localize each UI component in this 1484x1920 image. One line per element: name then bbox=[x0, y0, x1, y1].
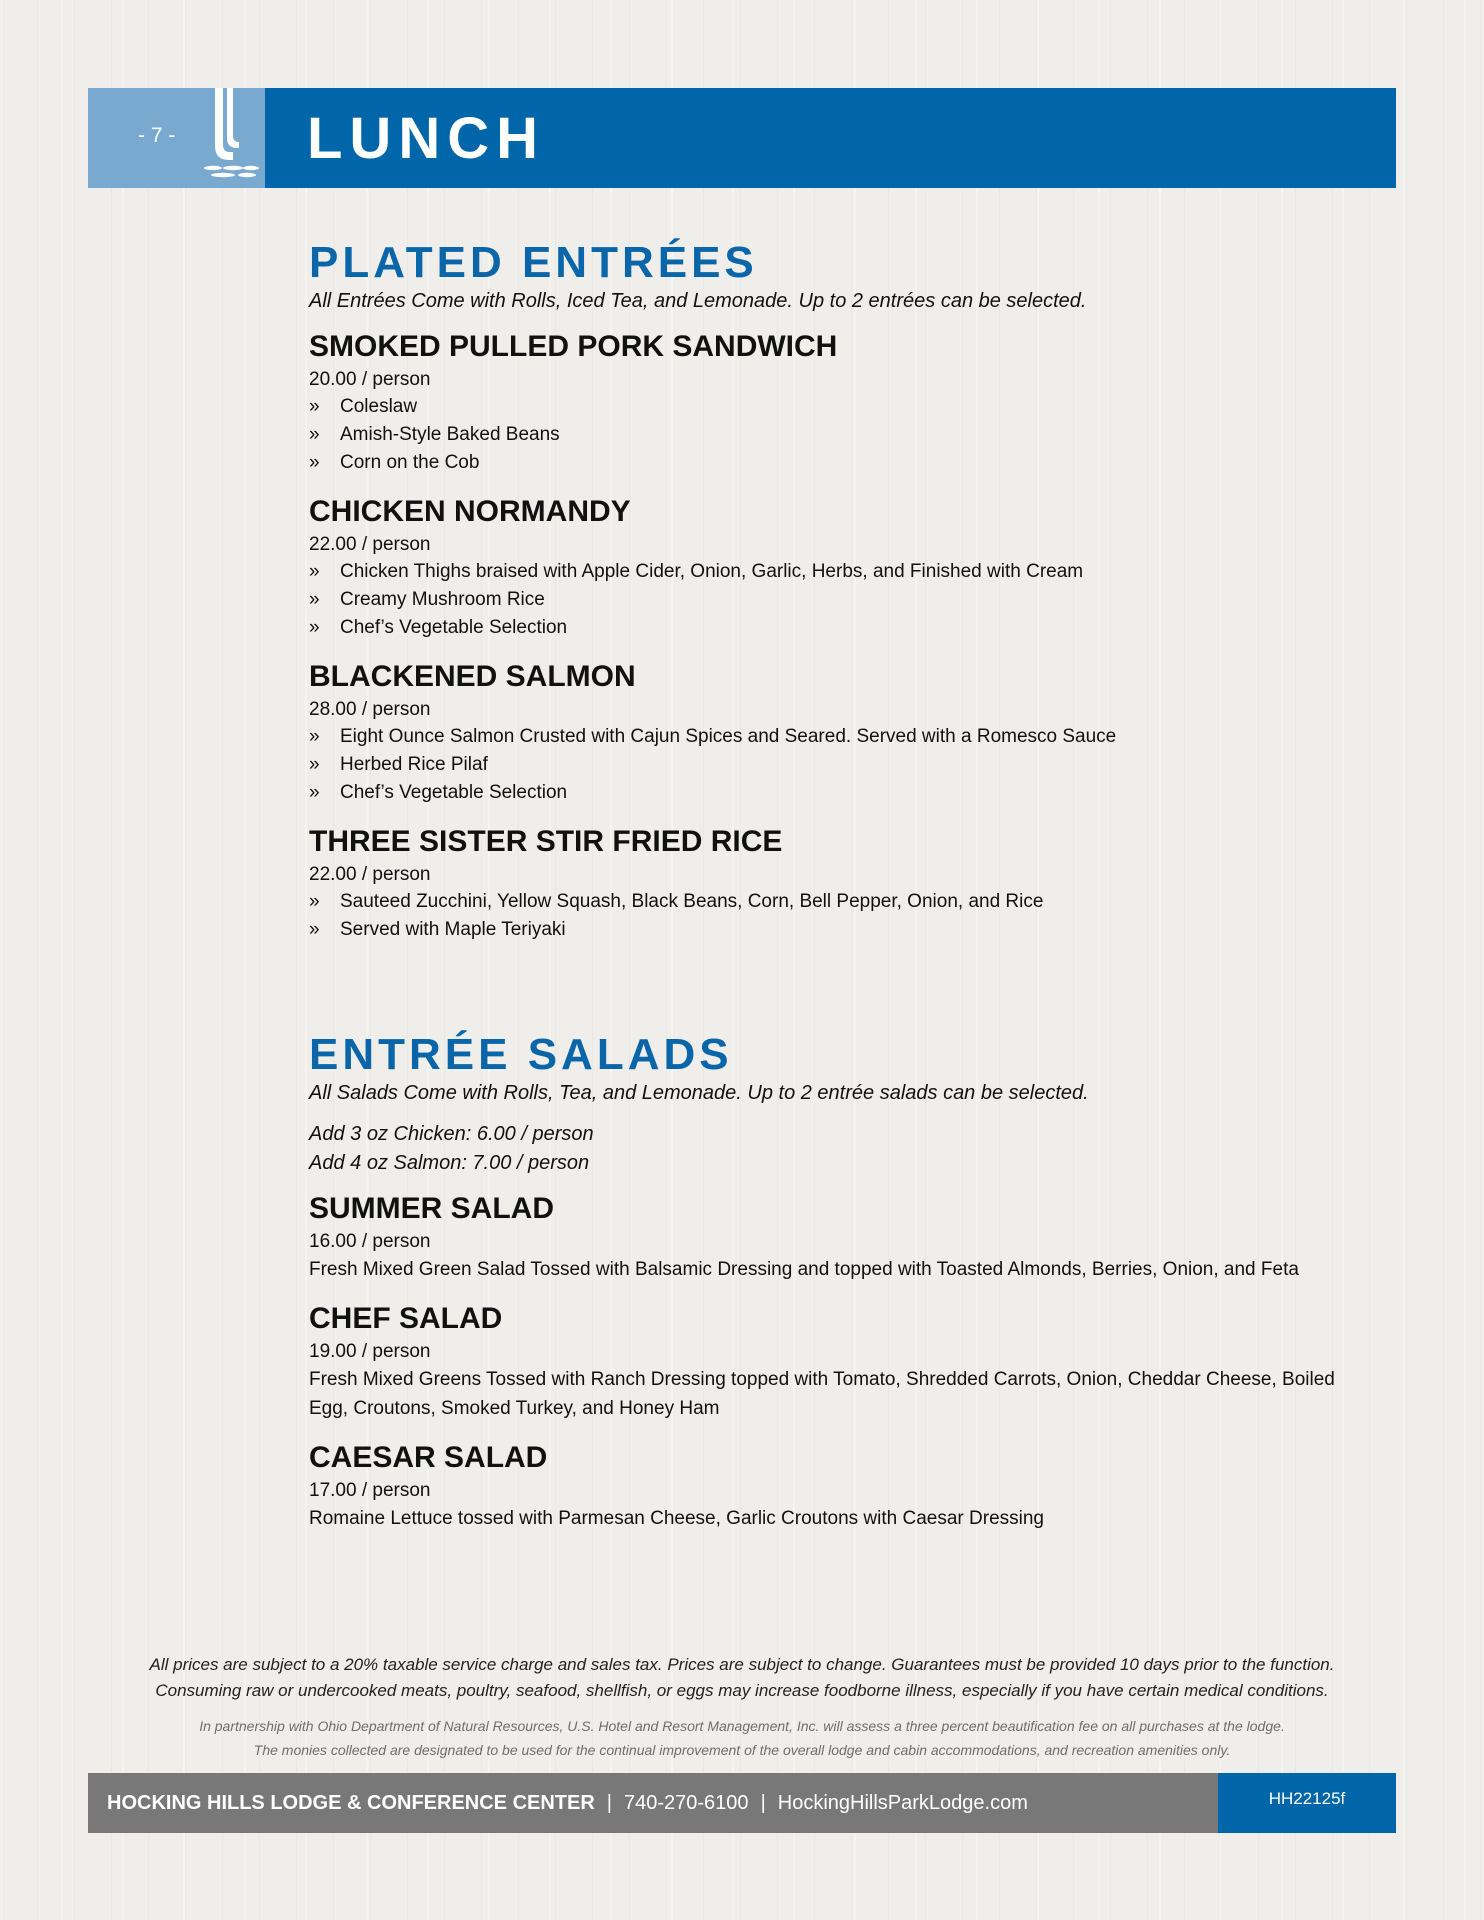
menu-item-caesar-salad bbox=[309, 1439, 1369, 1533]
item-name: SUMMER SALAD bbox=[309, 1192, 554, 1225]
addon-salmon: Add 4 oz Salmon: 7.00 / person bbox=[309, 1152, 590, 1174]
side-item: » Chef’s Vegetable Selection bbox=[309, 779, 1369, 807]
addon-chicken: Add 3 oz Chicken: 6.00 / person bbox=[309, 1123, 594, 1145]
item-price: 17.00 / person bbox=[309, 1480, 431, 1501]
item-price: 16.00 / person bbox=[309, 1231, 431, 1252]
item-description: Romaine Lettuce tossed with Parmesan Cheese, Garlic Croutons with Caesar Dressing bbox=[309, 1508, 1044, 1529]
item-name: BLACKENED SALMON bbox=[309, 660, 636, 693]
section-title-plated: PLATED ENTRÉES bbox=[309, 238, 758, 287]
item-price: 20.00 / person bbox=[309, 369, 431, 390]
item-name: SMOKED PULLED PORK SANDWICH bbox=[309, 330, 838, 363]
header-bar bbox=[88, 88, 1396, 188]
menu-item-pulled-pork bbox=[309, 328, 1369, 477]
item-name: CHICKEN NORMANDY bbox=[309, 495, 631, 528]
side-item: » Chicken Thighs braised with Apple Cider, Onion, Garlic, Herbs, and Finished with Cream bbox=[309, 558, 1369, 586]
document-code: HH22125f bbox=[1218, 1773, 1396, 1833]
item-price: 19.00 / person bbox=[309, 1341, 431, 1362]
side-item: » Coleslaw bbox=[309, 393, 1369, 421]
side-item: » Chef’s Vegetable Selection bbox=[309, 614, 1369, 642]
disclaimer-fee: In partnership with Ohio Department of Natural Resources, U.S. Hotel and Resort Management, Inc. will assess a three percent beautification fee on all purchases at the lodge. bbox=[199, 1718, 1285, 1734]
side-item: » Amish-Style Baked Beans bbox=[309, 421, 1369, 449]
separator: | bbox=[760, 1791, 766, 1814]
disclaimer bbox=[88, 1652, 1396, 1762]
section-note-salads: All Salads Come with Rolls, Tea, and Lemonade. Up to 2 entrée salads can be selected. bbox=[309, 1082, 1089, 1104]
side-item: » Sauteed Zucchini, Yellow Squash, Black Beans, Corn, Bell Pepper, Onion, and Rice bbox=[309, 888, 1369, 916]
footer-contact bbox=[88, 1773, 1218, 1833]
menu-item-blackened-salmon bbox=[309, 658, 1369, 807]
item-name: CHEF SALAD bbox=[309, 1302, 503, 1335]
side-item: » Eight Ounce Salmon Crusted with Cajun Spices and Seared. Served with a Romesco Sauce bbox=[309, 723, 1369, 751]
item-price: 28.00 / person bbox=[309, 699, 431, 720]
website-link[interactable]: HockingHillsParkLodge.com bbox=[777, 1791, 1028, 1814]
separator: | bbox=[606, 1791, 612, 1814]
waterfall-icon bbox=[193, 88, 263, 188]
item-sides bbox=[309, 558, 1369, 642]
disclaimer-pricing: All prices are subject to a 20% taxable service charge and sales tax. Prices are subject to change. Guarantees must be provided 10 days prior to the function. bbox=[149, 1655, 1335, 1674]
side-item: » Herbed Rice Pilaf bbox=[309, 751, 1369, 779]
side-item: » Creamy Mushroom Rice bbox=[309, 586, 1369, 614]
disclaimer-food-safety: Consuming raw or undercooked meats, poultry, seafood, shellfish, or eggs may increase foodborne illness, especially if you have certain medical conditions. bbox=[155, 1681, 1329, 1700]
item-sides bbox=[309, 393, 1369, 477]
item-price: 22.00 / person bbox=[309, 864, 431, 885]
page-title: LUNCH bbox=[307, 105, 545, 171]
phone-number: 740-270-6100 bbox=[624, 1791, 749, 1814]
item-price: 22.00 / person bbox=[309, 534, 431, 555]
section-note-plated: All Entrées Come with Rolls, Iced Tea, and Lemonade. Up to 2 entrées can be selected. bbox=[309, 290, 1087, 312]
title-band bbox=[265, 88, 1396, 188]
item-name: THREE SISTER STIR FRIED RICE bbox=[309, 825, 783, 858]
footer-bar bbox=[88, 1773, 1396, 1833]
menu-content bbox=[309, 238, 1369, 1549]
side-item: » Corn on the Cob bbox=[309, 449, 1369, 477]
item-sides bbox=[309, 723, 1369, 807]
side-item: » Served with Maple Teriyaki bbox=[309, 916, 1369, 944]
section-title-salads: ENTRÉE SALADS bbox=[309, 1030, 733, 1079]
page-number-box bbox=[88, 88, 265, 188]
menu-item-summer-salad bbox=[309, 1190, 1369, 1284]
item-sides bbox=[309, 888, 1369, 944]
menu-item-chicken-normandy bbox=[309, 493, 1369, 642]
menu-item-chef-salad bbox=[309, 1300, 1369, 1423]
lodge-name: HOCKING HILLS LODGE & CONFERENCE CENTER bbox=[107, 1791, 595, 1814]
item-name: CAESAR SALAD bbox=[309, 1441, 548, 1474]
item-description: Fresh Mixed Green Salad Tossed with Balsamic Dressing and topped with Toasted Almonds, Berries, Onion, and Feta bbox=[309, 1259, 1299, 1280]
item-description: Fresh Mixed Greens Tossed with Ranch Dressing topped with Tomato, Shredded Carrots, Onion, Cheddar Cheese, Boiled Egg, Croutons, Smoked Turkey, and Honey Ham bbox=[309, 1369, 1335, 1419]
disclaimer-fee-use: The monies collected are designated to be used for the continual improvement of the overall lodge and cabin accommodations, and recreation amenities only. bbox=[253, 1742, 1231, 1758]
page-number: - 7 - bbox=[138, 124, 176, 147]
salad-addons bbox=[309, 1120, 1369, 1178]
menu-item-stir-fried-rice bbox=[309, 823, 1369, 944]
section-spacer bbox=[309, 960, 1369, 1030]
